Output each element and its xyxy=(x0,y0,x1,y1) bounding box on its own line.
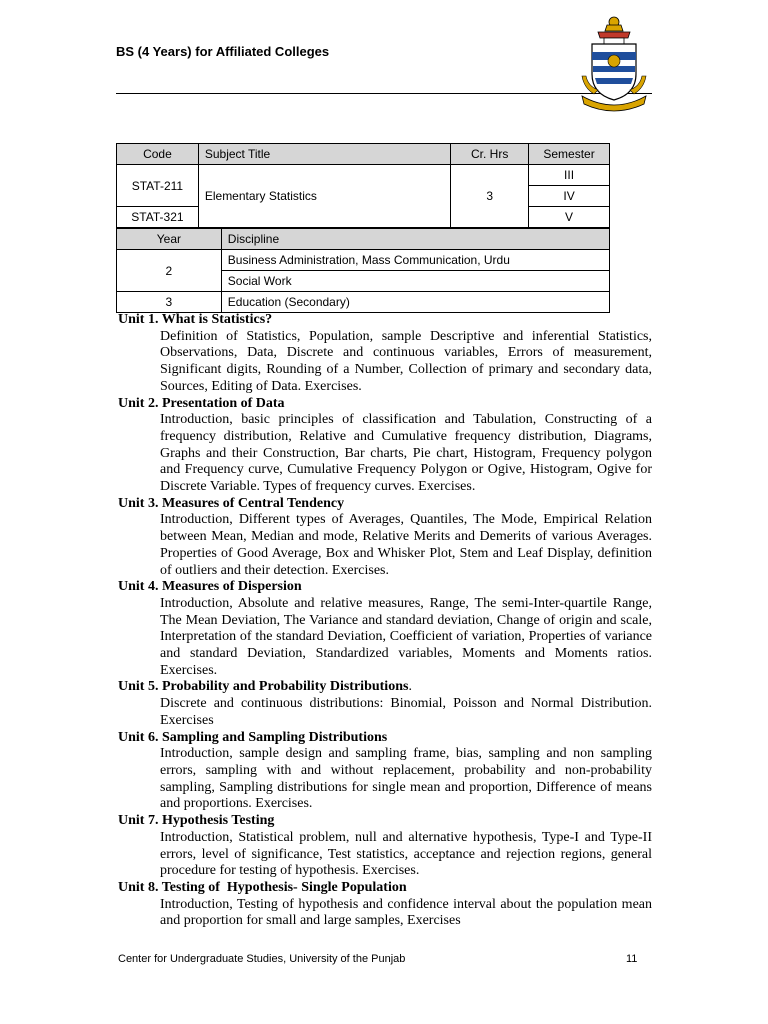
subject-title-header: Subject Title xyxy=(198,144,450,165)
subject-title: Elementary Statistics xyxy=(198,165,450,228)
unit-title: Unit 8. Testing of Hypothesis- Single Population xyxy=(118,879,407,895)
table-row xyxy=(117,165,610,186)
university-crest-logo xyxy=(574,14,654,112)
discipline-value: Social Work xyxy=(221,271,609,292)
semester-header: Semester xyxy=(529,144,610,165)
unit-title: Unit 3. Measures of Central Tendency xyxy=(118,495,345,511)
unit-description: Introduction, sample design and sampling frame, bias, sampling and non sampling errors, sampling with and without replacement, probability and non-probability sampling, Sampling distributions for single mean and proportion, Difference of means and proportions. Exercises. xyxy=(160,746,652,812)
table-row xyxy=(117,292,610,313)
unit-title: Unit 4. Measures of Dispersion xyxy=(118,579,302,595)
discipline-header: Discipline xyxy=(221,229,609,250)
year-value: 2 xyxy=(117,250,222,292)
year-value: 3 xyxy=(117,292,222,313)
credit-hours: 3 xyxy=(451,165,529,228)
syllabus-units xyxy=(118,312,652,930)
unit-description: Introduction, Different types of Averages, Quantiles, The Mode, Empirical Relation between Mean, Median and mode, Relative Merits and Demerits of various Averages. Properties of Good Average, Box and Whisker Plot, Stem and Leaf Display, definition of outliers and their detection. Exercises. xyxy=(160,512,652,578)
course-code: STAT-321 xyxy=(117,207,199,228)
unit-title: Unit 6. Sampling and Sampling Distributions xyxy=(118,729,388,745)
unit-description: Introduction, Statistical problem, null and alternative hypothesis, Type-I and Type-II errors, level of significance, Test statistics, acceptance and rejection regions, general procedure for testing of hypothesis. Exercises. xyxy=(160,829,652,879)
footer-institution: Center for Undergraduate Studies, University of the Punjab xyxy=(118,953,406,965)
unit-description: Discrete and continuous distributions: Binomial, Poisson and Normal Distribution. Exercises xyxy=(160,696,652,728)
year-header: Year xyxy=(117,229,222,250)
semester-value: III xyxy=(529,165,610,186)
table-row xyxy=(117,250,610,271)
code-header: Code xyxy=(117,144,199,165)
course-code: STAT-211 xyxy=(117,165,199,207)
credit-hours-header: Cr. Hrs xyxy=(451,144,529,165)
discipline-table xyxy=(116,228,610,313)
discipline-value: Business Administration, Mass Communication, Urdu xyxy=(221,250,609,271)
header-divider xyxy=(116,93,652,94)
discipline-value: Education (Secondary) xyxy=(221,292,609,313)
unit-title-suffix: . xyxy=(408,679,412,695)
unit-title: Unit 5. Probability and Probability Distributions xyxy=(118,679,409,695)
unit-title-wrapper xyxy=(118,679,652,696)
unit-title: Unit 1. What is Statistics? xyxy=(118,312,273,327)
semester-value: V xyxy=(529,207,610,228)
unit-description: Introduction, basic principles of classification and Tabulation, Constructing of a frequency distribution, Relative and Cumulative frequency distribution, Diagrams, Graphs and their Construction, Bar charts, Pie chart, Histogram, Frequency polygon and Frequency curve, Cumulative Frequency Polygon or Ogive, Histogram, Ogive for Discrete Variable. Types of frequency curves. Exercises. xyxy=(160,412,652,495)
unit-description: Introduction, Testing of hypothesis and confidence interval about the population mean and proportion for small and large samples, Exercises xyxy=(160,896,652,929)
unit-title: Unit 2. Presentation of Data xyxy=(118,395,285,411)
semester-value: IV xyxy=(529,186,610,207)
discipline-table-header-row xyxy=(117,229,610,250)
page-header-title: BS (4 Years) for Affiliated Colleges xyxy=(116,44,330,59)
unit-description: Introduction, Absolute and relative measures, Range, The semi-Inter-quartile Range, The Mean Deviation, The Variance and standard deviation, Change of origin and scale, Interpretation of the standard Deviation, Coefficient of variation, Properties of variance and standard Deviation, Standardized variables, Moments and Moments ratios. Exercises. xyxy=(160,595,652,678)
course-table xyxy=(116,143,610,228)
course-table-header-row xyxy=(117,144,610,165)
unit-description: Definition of Statistics, Population, sample Descriptive and inferential Statistics, Observations, Data, Discrete and continuous variables, Errors of measurement, Significant digits, Rounding of a Number, Collection of primary and secondary data, Sources, Editing of Data. Exercises. xyxy=(160,328,652,394)
page-number: 11 xyxy=(626,953,638,965)
unit-title: Unit 7. Hypothesis Testing xyxy=(118,813,275,829)
